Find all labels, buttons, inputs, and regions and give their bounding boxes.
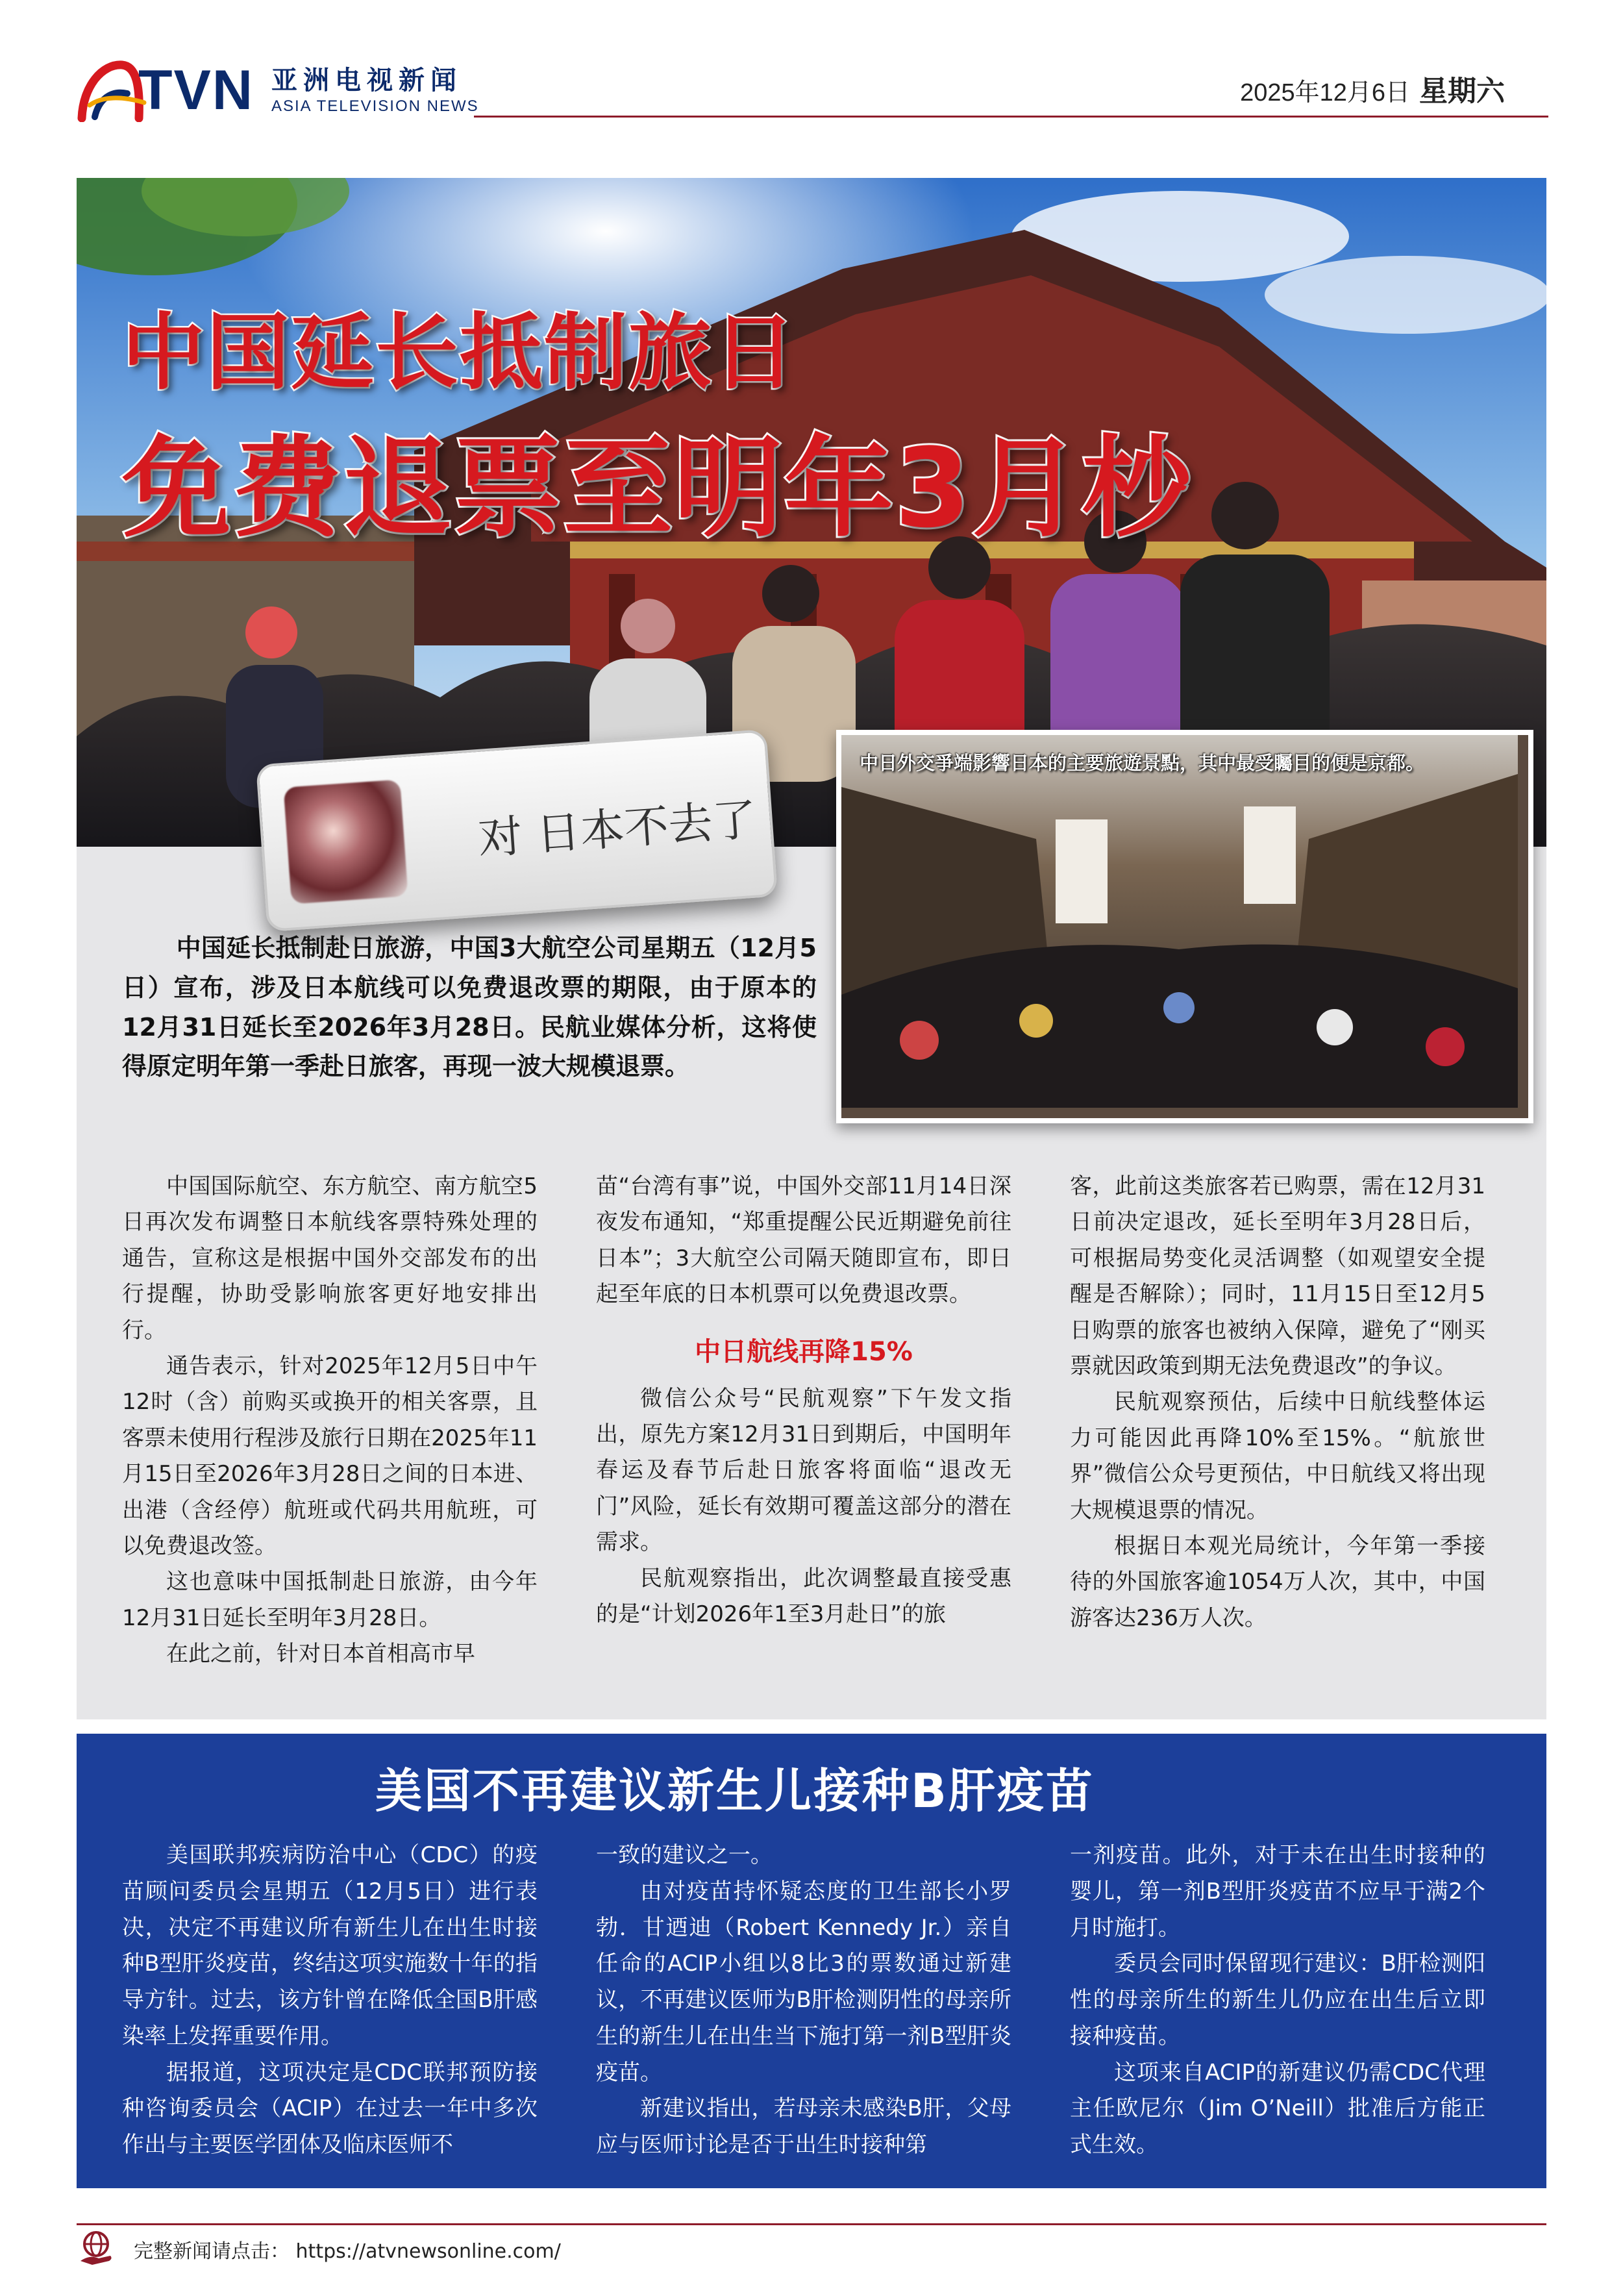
- globe-hand-icon: [77, 2228, 116, 2267]
- footer-label: 完整新闻请点击：: [134, 2240, 290, 2263]
- story1-col2-para: 民航观察指出，此次调整最直接受惠的是“计划2026年1至3月赴日”的旅: [596, 1565, 1011, 1628]
- story2-column-1: [122, 1838, 538, 2164]
- story1-col1-para: 中国国际航空、东方航空、南方航空5日再次发布调整日本航线客票特殊处理的通告，宣称这是根据中国外交部发布的出行提醒，协助受影响旅客更好地安排出行。: [122, 1173, 538, 1343]
- story1-column-3: [1070, 1169, 1485, 1636]
- story1-col2-continued: 苗“台湾有事”说，中国外交部11月14日深夜发布通知，“郑重提醒公民近期避免前往日本”；3大航空公司隔天随即宣布，即日起至年底的日本机票可以免费退改票。: [596, 1173, 1011, 1308]
- story2-col2-para: 新建议指出，若母亲未感染B肝，父母应与医师讨论是否于出生时接种第: [596, 2095, 1011, 2158]
- story2-col3-para: 委员会同时保留现行建议：B肝检测阳性的母亲所生的新生儿仍应在出生后立即接种疫苗。: [1070, 1951, 1485, 2049]
- story2-col1-para: 据报道，这项决定是CDC联邦预防接种咨询委员会（ACIP）在过去一年中多次作出与主要医学团体及临床医师不: [122, 2059, 538, 2158]
- logo-text: TVN: [138, 59, 254, 121]
- story1-col3-continued: 客，此前这类旅客若已购票，需在12月31日前决定退改，延长至明年3月28日后，可根据局势变化灵活调整（如观望安全提醒是否解除）；同时，11月15日至12月5日购票的旅客也被纳入保障，避免了“刚买票就因政策到期无法免费退改”的争议。: [1070, 1173, 1485, 1380]
- phone-message-card: [256, 729, 778, 932]
- story2-column-3: [1070, 1838, 1485, 2164]
- story1-col1-para: 在此之前，针对日本首相高市早: [166, 1641, 475, 1667]
- story2-col2-continued: 一致的建议之一。: [596, 1842, 773, 1868]
- inset-photo-caption: 中日外交爭端影響日本的主要旅遊景點，其中最受矚目的便是京都。: [860, 752, 1425, 774]
- story2-col3-para: 这项来自ACIP的新建议仍需CDC代理主任欧尼尔（Jim O’Neill）批准后方能正式生效。: [1070, 2059, 1485, 2158]
- issue-date: [1240, 68, 1505, 109]
- blurred-avatar: [284, 779, 408, 904]
- story1-subhead: 中日航线再降15%: [695, 1336, 913, 1367]
- story1-col3-para: 根据日本观光局统计，今年第一季接待的外国旅客逾1054万人次，其中，中国游客达236万人次。: [1070, 1533, 1485, 1631]
- story2-col1-para: 美国联邦疾病防治中心（CDC）的疫苗顾问委员会星期五（12月5日）进行表决，决定不再建议所有新生儿在出生时接种B型肝炎疫苗，终结这项实施数十年的指导方针。过去，该方针曾在降低全国B肝感染率上发挥重要作用。: [122, 1842, 538, 2049]
- story1-col3-para: 民航观察预估，后续中日航线整体运力可能因此再降10%至15%。“航旅世界”微信公众号更预估，中日航线又将出现大规模退票的情况。: [1070, 1389, 1485, 1523]
- story1-headline-line2: 免费退票至明年3月杪: [122, 425, 1193, 552]
- inset-photo-kyoto-street: [836, 730, 1533, 1123]
- story1-column-2: [596, 1169, 1011, 1632]
- story2-column-2: [596, 1838, 1011, 2164]
- footer-link[interactable]: [134, 2235, 561, 2264]
- story1-col2-para: 微信公众号“民航观察”下午发文指出，原先方案12月31日到期后，中国明年春运及春节后赴日旅客将面临“退改无门”风险，延长有效期可覆盖这部分的潜在需求。: [596, 1385, 1011, 1556]
- logo-a-mark-icon: [77, 60, 148, 122]
- footer-url[interactable]: https://atvnewsonline.com/: [295, 2240, 561, 2263]
- story1-col1-para: 通告表示，针对2025年12月5日中午12时（含）前购买或换开的相关客票，且客票未使用行程涉及旅行日期在2025年11月15日至2026年3月28日之间的日本进、出港（含经停）航班或代码共用航班，可以免费退改签。: [122, 1353, 538, 1560]
- atvn-logo: [77, 60, 252, 122]
- story1-column-1: [122, 1169, 538, 1673]
- brand-name-cn: 亚洲电视新闻: [271, 66, 462, 95]
- story1-headline-line1: 中国延长抵制旅日: [122, 305, 798, 401]
- date-text: 2025年12月6日: [1240, 79, 1410, 106]
- story2-col3-continued: 一剂疫苗。此外，对于未在出生时接种的婴儿，第一剂B型肝炎疫苗不应早于满2个月时施打。: [1070, 1842, 1485, 1941]
- story2-col2-para: 由对疫苗持怀疑态度的卫生部长小罗勃．甘迺迪（Robert Kennedy Jr.）亲自任命的ACIP小组以8比3的票数通过新建议，不再建议医师为B肝检测阴性的母亲所生的新生儿在出生当下施打第一剂B型肝炎疫苗。: [596, 1878, 1011, 2086]
- header-divider: [474, 116, 1548, 118]
- brand-name-en: ASIA TELEVISION NEWS: [271, 97, 479, 115]
- story1-col1-para: 这也意味中国抵制赴日旅游，由今年12月31日延长至明年3月28日。: [122, 1569, 538, 1631]
- footer-divider: [77, 2223, 1546, 2225]
- story2-headline: 美国不再建议新生儿接种B肝疫苗: [375, 1764, 1095, 1818]
- day-of-week: 星期六: [1419, 75, 1505, 107]
- story1-lead-paragraph: 中国延长抵制赴日旅游，中国3大航空公司星期五（12月5日）宣布，涉及日本航线可以免费退改票的期限，由于原本的12月31日延长至2026年3月28日。民航业媒体分析，这将使得原定明年第一季赴日旅客，再现一波大规模退票。: [122, 934, 817, 1081]
- phone-message-text: 对 日本不去了: [477, 794, 759, 866]
